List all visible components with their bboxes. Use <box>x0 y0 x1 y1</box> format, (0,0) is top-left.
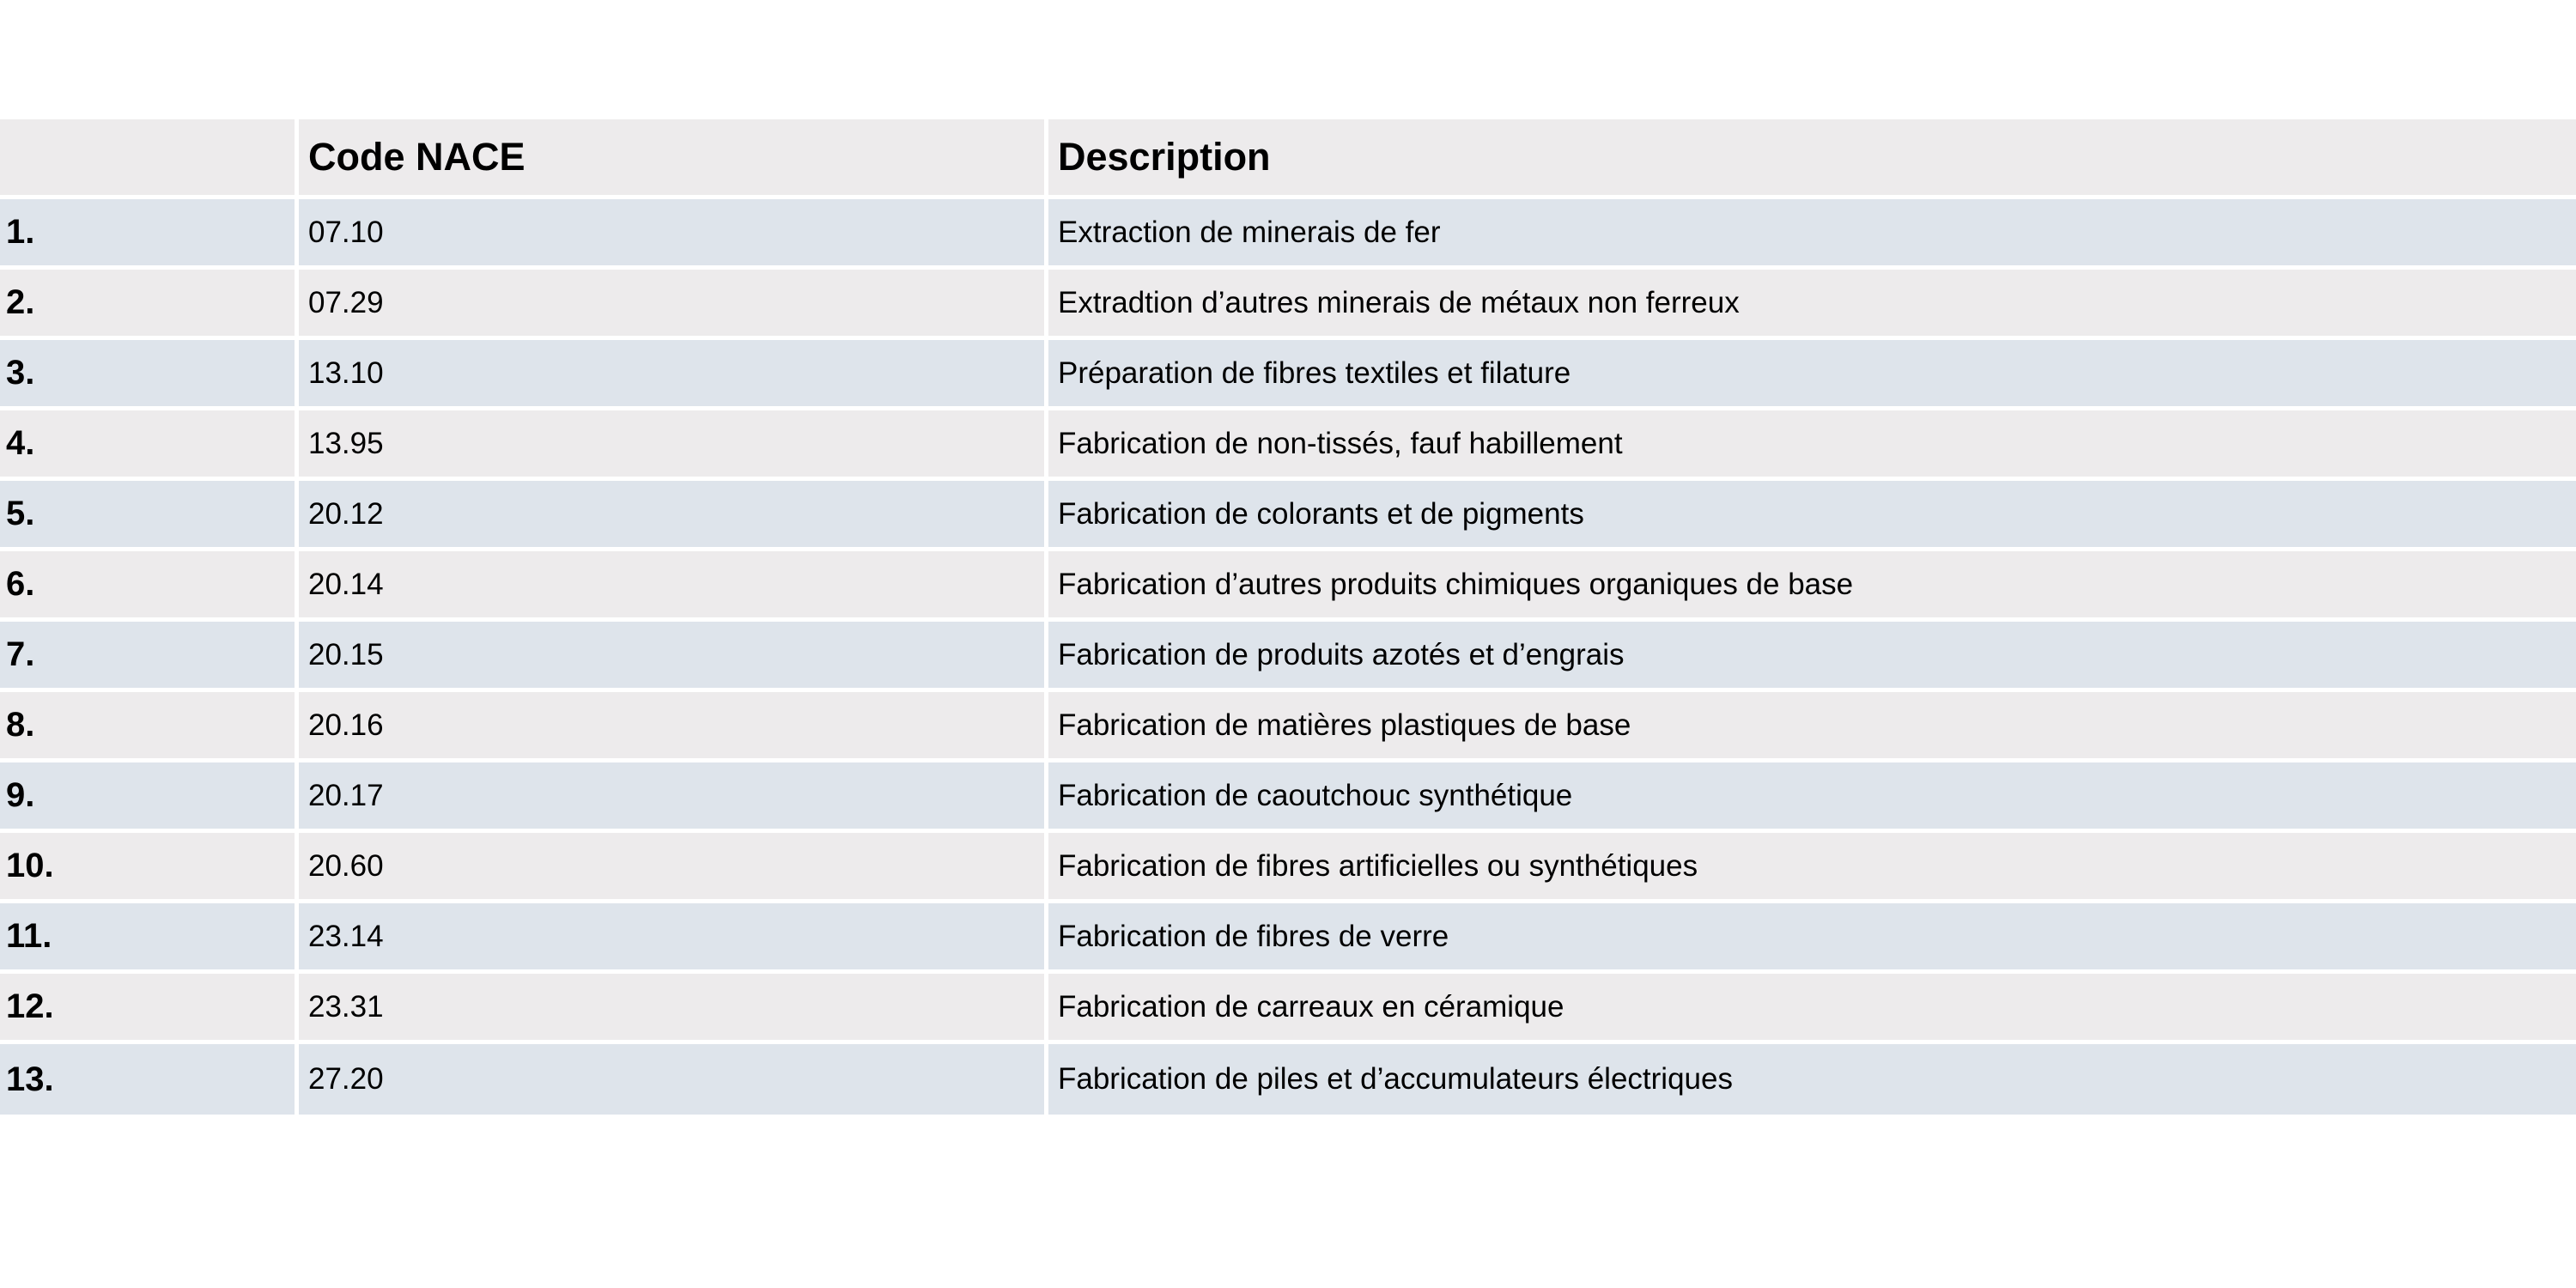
row-number: 7. <box>0 622 295 692</box>
row-code-nace: 23.31 <box>295 974 1044 1044</box>
row-number: 6. <box>0 551 295 622</box>
table-row <box>0 762 2576 833</box>
table-row <box>0 903 2576 974</box>
row-description: Fabrication de non-tissés, fauf habillement <box>1044 410 2576 481</box>
table-row <box>0 340 2576 410</box>
row-description: Extradtion d’autres minerais de métaux non ferreux <box>1044 270 2576 340</box>
table-header-row <box>0 119 2576 199</box>
row-code-nace: 27.20 <box>295 1044 1044 1115</box>
row-code-nace: 07.10 <box>295 199 1044 270</box>
table-row <box>0 622 2576 692</box>
row-description: Fabrication de produits azotés et d’engrais <box>1044 622 2576 692</box>
row-description: Fabrication de carreaux en céramique <box>1044 974 2576 1044</box>
nace-codes-table <box>0 119 2576 1115</box>
row-description: Fabrication de piles et d’accumulateurs électriques <box>1044 1044 2576 1115</box>
row-number: 9. <box>0 762 295 833</box>
row-code-nace: 13.10 <box>295 340 1044 410</box>
row-code-nace: 20.12 <box>295 481 1044 551</box>
table-row <box>0 833 2576 903</box>
row-number: 1. <box>0 199 295 270</box>
row-description: Fabrication de fibres artificielles ou synthétiques <box>1044 833 2576 903</box>
table-body <box>0 199 2576 1115</box>
row-number: 13. <box>0 1044 295 1115</box>
row-number: 5. <box>0 481 295 551</box>
header-number <box>0 119 295 199</box>
row-number: 3. <box>0 340 295 410</box>
row-description: Fabrication de caoutchouc synthétique <box>1044 762 2576 833</box>
row-description: Préparation de fibres textiles et filature <box>1044 340 2576 410</box>
row-description: Fabrication d’autres produits chimiques organiques de base <box>1044 551 2576 622</box>
row-code-nace: 13.95 <box>295 410 1044 481</box>
row-code-nace: 07.29 <box>295 270 1044 340</box>
table-row <box>0 974 2576 1044</box>
row-description: Fabrication de matières plastiques de base <box>1044 692 2576 762</box>
row-description: Fabrication de colorants et de pigments <box>1044 481 2576 551</box>
table-row <box>0 410 2576 481</box>
row-number: 2. <box>0 270 295 340</box>
row-number: 10. <box>0 833 295 903</box>
table-row <box>0 270 2576 340</box>
row-code-nace: 20.16 <box>295 692 1044 762</box>
row-number: 4. <box>0 410 295 481</box>
table-row <box>0 481 2576 551</box>
row-number: 8. <box>0 692 295 762</box>
row-description: Extraction de minerais de fer <box>1044 199 2576 270</box>
table-row <box>0 692 2576 762</box>
row-code-nace: 20.17 <box>295 762 1044 833</box>
table-row <box>0 551 2576 622</box>
row-number: 11. <box>0 903 295 974</box>
header-description: Description <box>1044 119 2576 199</box>
row-description: Fabrication de fibres de verre <box>1044 903 2576 974</box>
table-row <box>0 199 2576 270</box>
row-code-nace: 20.14 <box>295 551 1044 622</box>
row-code-nace: 20.15 <box>295 622 1044 692</box>
row-code-nace: 23.14 <box>295 903 1044 974</box>
table-row <box>0 1044 2576 1115</box>
header-code-nace: Code NACE <box>295 119 1044 199</box>
row-code-nace: 20.60 <box>295 833 1044 903</box>
row-number: 12. <box>0 974 295 1044</box>
